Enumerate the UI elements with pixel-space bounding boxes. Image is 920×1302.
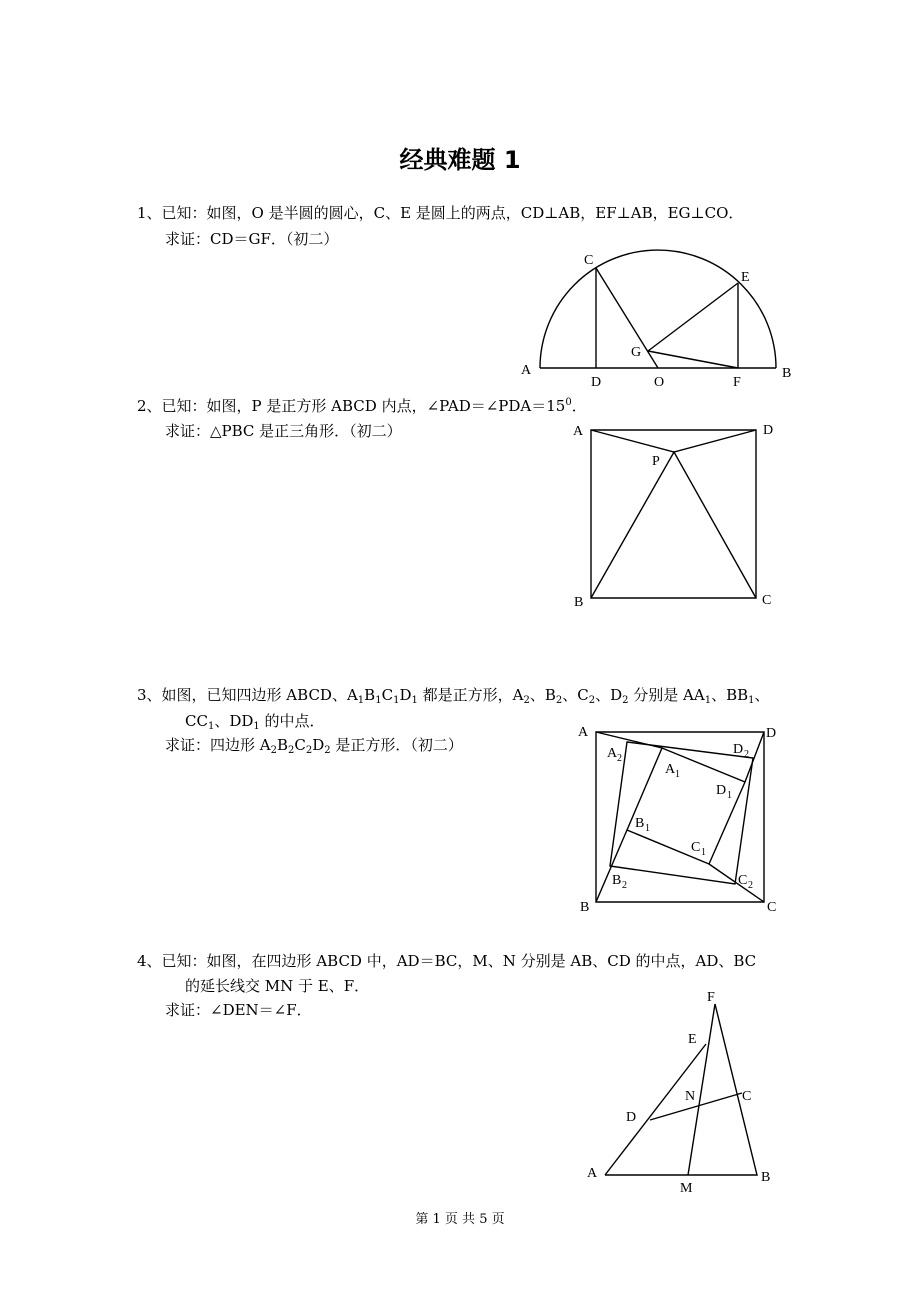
t: C	[294, 736, 306, 754]
problem-4-goal: 求证：∠DEN＝∠F．	[165, 1001, 312, 1019]
sub: 1	[207, 721, 215, 732]
label-F: F	[707, 990, 715, 1005]
segment-co	[596, 268, 658, 368]
label-sub: 1	[645, 823, 650, 834]
sub: 2	[588, 695, 596, 706]
label-sub: 2	[622, 880, 627, 891]
label-B: B	[574, 595, 584, 610]
sub: 1	[375, 695, 382, 706]
t: D	[312, 736, 325, 754]
problem-2-degree: 0	[565, 397, 572, 408]
t: 、C	[562, 686, 589, 704]
segments-dc	[650, 1093, 742, 1120]
label-D: D	[591, 375, 602, 390]
problem-4-statement-cont: 的延长线交 MN 于 E、F．	[185, 977, 370, 995]
label-E: E	[688, 1032, 697, 1047]
page-title: 经典难题 1	[399, 146, 521, 174]
sub: 2	[622, 695, 629, 706]
label-text: C	[691, 840, 701, 855]
sub: 1	[411, 695, 418, 706]
label-sub: 2	[748, 880, 753, 891]
sub: 2	[324, 745, 331, 756]
label-P: P	[652, 454, 660, 469]
label-text: B	[612, 873, 622, 888]
label-C2	[738, 873, 753, 891]
label-O: O	[654, 375, 665, 390]
t: 、D	[595, 686, 623, 704]
figure-semicircle	[510, 250, 810, 390]
segment-bb1	[596, 830, 627, 902]
label-A: A	[578, 725, 589, 740]
label-text: A	[665, 762, 676, 777]
sub: 2	[555, 695, 563, 706]
label-D1	[716, 783, 732, 801]
label-A: A	[573, 424, 584, 439]
label-text: C	[738, 873, 748, 888]
label-sub: 2	[744, 749, 749, 760]
t: 分别是 AA	[628, 686, 705, 704]
label-sub: 1	[727, 790, 732, 801]
label-C: C	[767, 900, 777, 915]
problem-4-statement: 4、已知：如图，在四边形 ABCD 中，AD＝BC，M、N 分别是 AB、CD 的中点，AD、BC	[137, 952, 757, 970]
t: C	[381, 686, 394, 704]
label-A2	[607, 746, 622, 764]
label-C: C	[742, 1089, 752, 1104]
problem-2-period: ．	[571, 397, 587, 415]
label-sub: 1	[701, 847, 706, 858]
problem-1-statement: 1、已知：如图，O 是半圆的圆心，C、E 是圆上的两点，CD⊥AB，EF⊥AB，EG⊥CO．	[137, 204, 744, 222]
sub: 1	[393, 695, 400, 706]
label-A1	[665, 762, 680, 780]
problem-1-goal: 求证：CD＝GF．（初二）	[165, 230, 339, 248]
label-text: A	[607, 746, 618, 761]
sub: 2	[305, 745, 313, 756]
problem-2-goal: 求证：△PBC 是正三角形．（初二）	[165, 422, 402, 440]
label-C: C	[762, 593, 772, 608]
label-C1	[691, 840, 706, 858]
t: 都是正方形，A	[417, 686, 524, 704]
label-D: D	[766, 726, 777, 741]
label-B: B	[782, 366, 792, 381]
sub: 1	[253, 721, 260, 732]
label-G: G	[631, 345, 642, 360]
label-N: N	[685, 1089, 696, 1104]
label-E: E	[741, 270, 750, 285]
square-a1b1c1d1	[627, 748, 745, 864]
segment-aa1	[596, 732, 662, 748]
figure-quadrilateral	[570, 985, 790, 1200]
label-B1	[635, 816, 650, 834]
semicircle-arc	[540, 250, 776, 368]
segment-eg	[648, 283, 738, 351]
t: 、	[754, 686, 770, 704]
figure-square-triangle	[565, 418, 790, 613]
sub: 2	[288, 745, 295, 756]
sub: 1	[357, 695, 365, 706]
label-B: B	[580, 900, 590, 915]
segments-ab-bf	[605, 1004, 757, 1175]
label-A: A	[521, 363, 532, 378]
t: 是正方形．（初二）	[330, 736, 463, 754]
square-abcd	[591, 430, 756, 598]
label-B2	[612, 873, 627, 891]
label-B: B	[761, 1170, 771, 1185]
problem-2-text: 2、已知：如图，P 是正方形 ABCD 内点，∠PAD＝∠PDA＝15	[137, 397, 566, 415]
sub: 2	[270, 745, 277, 756]
problem-3-statement-cont	[185, 711, 325, 731]
t: 求证：四边形 A	[165, 736, 271, 754]
sub: 2	[523, 695, 530, 706]
label-text: D	[716, 783, 727, 798]
t: B	[276, 736, 289, 754]
t: 、BB	[711, 686, 749, 704]
segment-gf	[648, 351, 738, 368]
label-C: C	[584, 253, 594, 268]
sub: 1	[704, 695, 712, 706]
segments-ap-pd	[591, 430, 756, 452]
label-sub: 1	[675, 769, 680, 780]
label-text: B	[635, 816, 645, 831]
problem-3-goal	[165, 735, 463, 755]
label-A: A	[587, 1166, 598, 1181]
label-F: F	[733, 375, 741, 390]
t: CC	[185, 712, 208, 730]
problem-3-statement	[137, 685, 770, 705]
t: 、DD	[214, 712, 254, 730]
label-D: D	[626, 1110, 637, 1125]
figure-nested-squares	[570, 720, 790, 920]
t: B	[364, 686, 376, 704]
t: D	[399, 686, 412, 704]
page-footer: 第 1 页 共 5 页	[415, 1212, 505, 1227]
problem-2-statement	[137, 396, 587, 416]
segments-bp-pc	[591, 452, 756, 598]
label-M: M	[680, 1181, 693, 1196]
label-sub: 2	[617, 753, 622, 764]
label-D: D	[763, 423, 774, 438]
label-D2	[733, 742, 749, 760]
label-text: D	[733, 742, 744, 757]
sub: 1	[748, 695, 755, 706]
t: 的中点．	[259, 712, 325, 730]
t: 、B	[529, 686, 556, 704]
t: 3、如图，已知四边形 ABCD、A	[137, 686, 358, 704]
